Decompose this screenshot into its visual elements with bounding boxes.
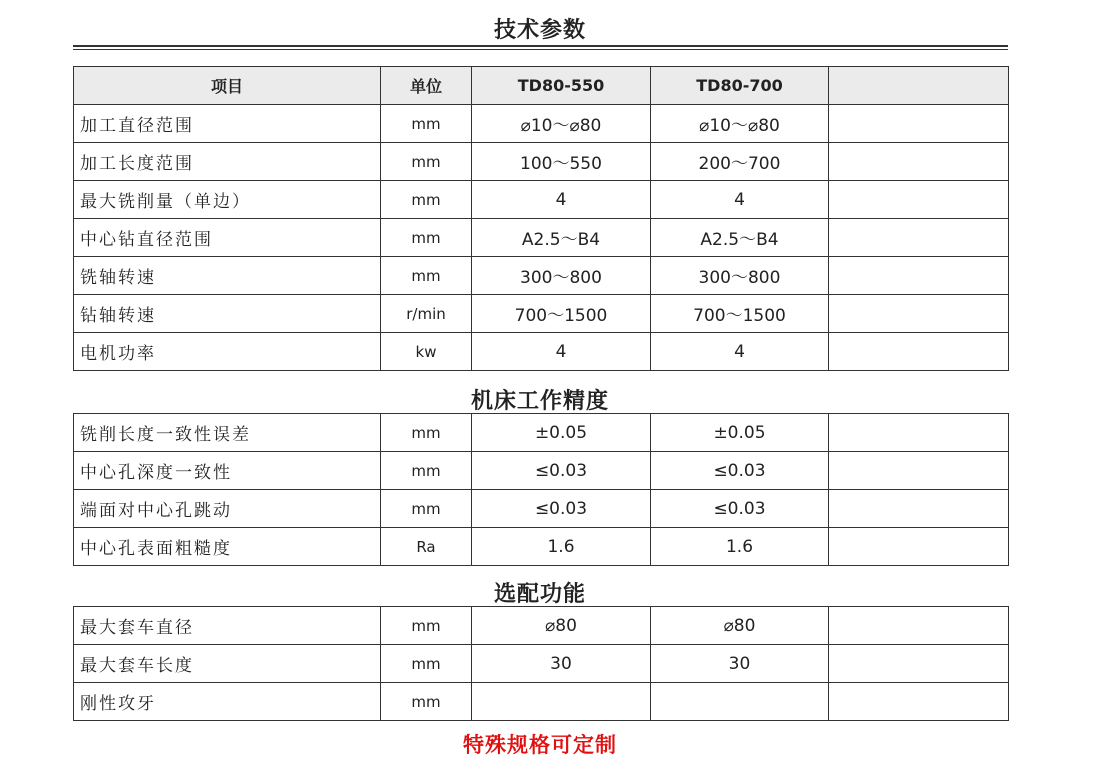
- table-row: [74, 528, 1009, 566]
- header-unit: 单位: [381, 67, 472, 105]
- row-value-2: [651, 683, 829, 721]
- row-value-2: 1.6: [651, 528, 829, 566]
- header-item: 项目: [74, 67, 381, 105]
- title-rule-thick: [73, 45, 1008, 47]
- table-row: [74, 607, 1009, 645]
- row-name: 铣轴转速: [74, 257, 381, 295]
- row-value-1: ⌀80: [472, 607, 651, 645]
- row-value-3: [829, 143, 1009, 181]
- row-value-2: ⌀80: [651, 607, 829, 645]
- row-name: 最大套车直径: [74, 607, 381, 645]
- table-row: [74, 414, 1009, 452]
- table-row: [74, 219, 1009, 257]
- row-value-1: [472, 683, 651, 721]
- row-unit: mm: [381, 143, 472, 181]
- custom-spec-note: 特殊规格可定制: [463, 732, 617, 757]
- row-value-3: [829, 645, 1009, 683]
- row-value-2: ≤0.03: [651, 490, 829, 528]
- row-value-3: [829, 295, 1009, 333]
- row-value-2: ≤0.03: [651, 452, 829, 490]
- table-row: [74, 295, 1009, 333]
- row-value-2: ±0.05: [651, 414, 829, 452]
- row-name: 加工长度范围: [74, 143, 381, 181]
- row-value-3: [829, 219, 1009, 257]
- main-title: 技术参数: [493, 17, 586, 43]
- row-unit: Ra: [381, 528, 472, 566]
- row-name: 加工直径范围: [74, 105, 381, 143]
- row-unit: mm: [381, 257, 472, 295]
- table-row: [74, 683, 1009, 721]
- header-extra: [829, 67, 1009, 105]
- row-value-3: [829, 452, 1009, 490]
- parameters-table: [73, 66, 1009, 371]
- row-value-3: [829, 683, 1009, 721]
- row-value-3: [829, 181, 1009, 219]
- row-value-3: [829, 414, 1009, 452]
- row-value-1: A2.5～B4: [472, 219, 651, 257]
- row-value-2: A2.5～B4: [651, 219, 829, 257]
- row-name: 中心孔表面粗糙度: [74, 528, 381, 566]
- row-name: 最大套车长度: [74, 645, 381, 683]
- table-row: [74, 452, 1009, 490]
- row-value-1: 700～1500: [472, 295, 651, 333]
- row-name: 最大铣削量（单边）: [74, 181, 381, 219]
- row-unit: mm: [381, 414, 472, 452]
- row-value-1: 300～800: [472, 257, 651, 295]
- row-unit: mm: [381, 490, 472, 528]
- row-value-3: [829, 528, 1009, 566]
- row-value-3: [829, 607, 1009, 645]
- row-value-1: 30: [472, 645, 651, 683]
- row-unit: mm: [381, 181, 472, 219]
- header-row: [74, 67, 1009, 105]
- row-value-1: 1.6: [472, 528, 651, 566]
- row-name: 中心孔深度一致性: [74, 452, 381, 490]
- row-value-2: ⌀10～⌀80: [651, 105, 829, 143]
- header-model-1: TD80-550: [472, 67, 651, 105]
- options-table: [73, 606, 1009, 721]
- row-value-2: 4: [651, 333, 829, 371]
- row-unit: mm: [381, 645, 472, 683]
- row-value-3: [829, 257, 1009, 295]
- row-name: 电机功率: [74, 333, 381, 371]
- table-row: [74, 333, 1009, 371]
- row-unit: mm: [381, 105, 472, 143]
- options-title: 选配功能: [493, 581, 586, 607]
- table-row: [74, 105, 1009, 143]
- row-value-2: 300～800: [651, 257, 829, 295]
- table-row: [74, 645, 1009, 683]
- row-value-1: 4: [472, 333, 651, 371]
- row-value-3: [829, 105, 1009, 143]
- row-value-1: 4: [472, 181, 651, 219]
- table-row: [74, 490, 1009, 528]
- row-unit: r/min: [381, 295, 472, 333]
- row-value-1: ±0.05: [472, 414, 651, 452]
- header-model-2: TD80-700: [651, 67, 829, 105]
- row-unit: kw: [381, 333, 472, 371]
- row-value-2: 30: [651, 645, 829, 683]
- row-value-1: 100～550: [472, 143, 651, 181]
- accuracy-table: [73, 413, 1009, 566]
- row-name: 钻轴转速: [74, 295, 381, 333]
- row-name: 中心钻直径范围: [74, 219, 381, 257]
- title-rule-thin: [73, 49, 1008, 50]
- row-value-1: ⌀10～⌀80: [472, 105, 651, 143]
- row-unit: mm: [381, 607, 472, 645]
- row-value-2: 700～1500: [651, 295, 829, 333]
- table-row: [74, 143, 1009, 181]
- table-row: [74, 181, 1009, 219]
- table-row: [74, 257, 1009, 295]
- row-unit: mm: [381, 452, 472, 490]
- row-value-3: [829, 490, 1009, 528]
- row-name: 端面对中心孔跳动: [74, 490, 381, 528]
- row-unit: mm: [381, 219, 472, 257]
- row-value-2: 200～700: [651, 143, 829, 181]
- accuracy-title: 机床工作精度: [470, 388, 609, 414]
- row-value-1: ≤0.03: [472, 452, 651, 490]
- row-value-3: [829, 333, 1009, 371]
- row-value-1: ≤0.03: [472, 490, 651, 528]
- row-value-2: 4: [651, 181, 829, 219]
- row-unit: mm: [381, 683, 472, 721]
- row-name: 刚性攻牙: [74, 683, 381, 721]
- row-name: 铣削长度一致性误差: [74, 414, 381, 452]
